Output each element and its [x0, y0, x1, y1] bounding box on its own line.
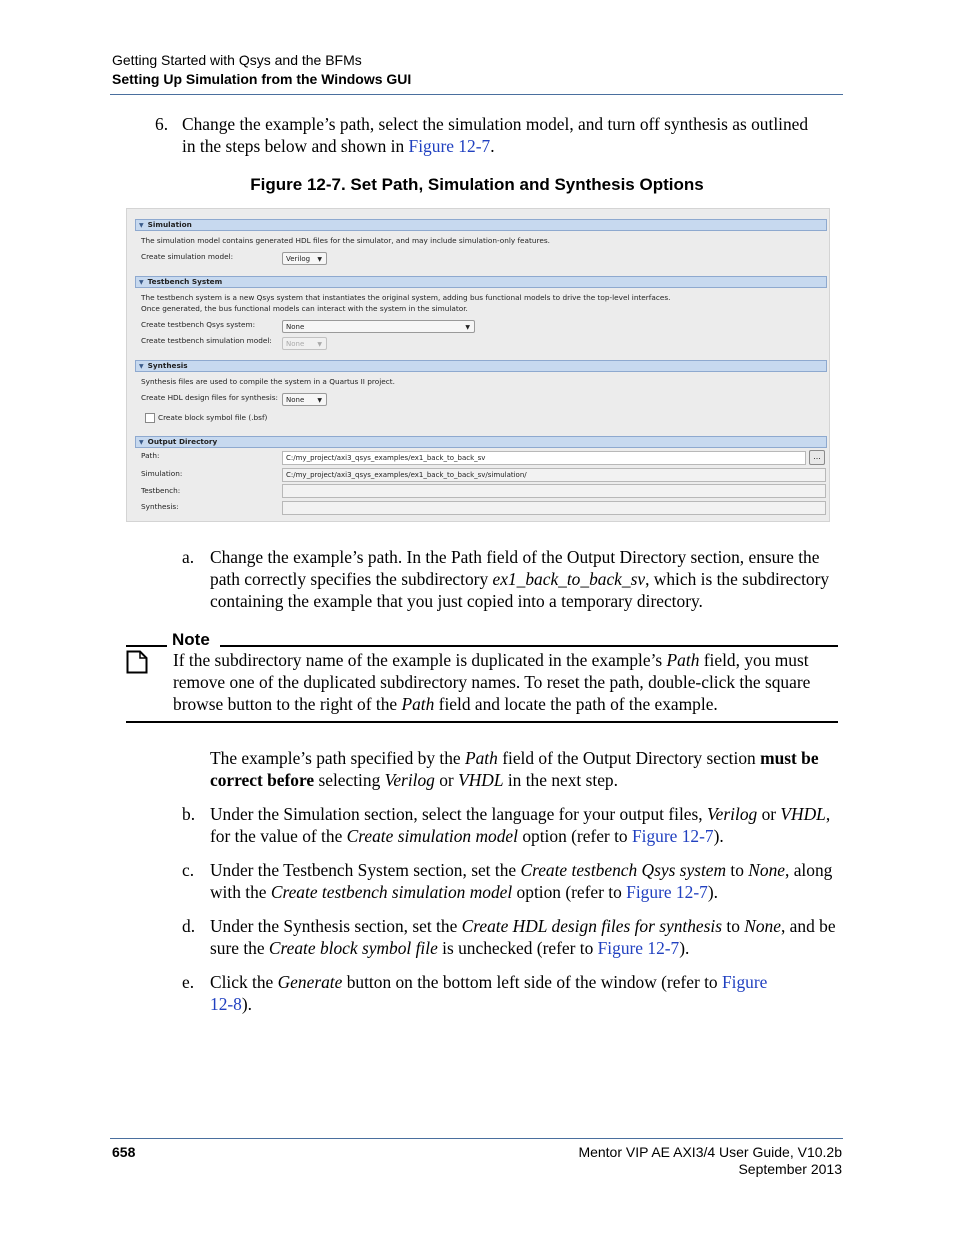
testbench-sim-model-dropdown[interactable]: None ▼: [282, 337, 327, 350]
sub-step-e-text: Click the Generate button on the bottom left side of the window (refer to Figure 12-8).: [210, 972, 768, 1014]
sub-step-c-text: Under the Testbench System section, set the Create testbench Qsys system to None, along with the Create testbench simulation model option (refer to Figure 12-7).: [210, 860, 833, 902]
options-screenshot: [126, 208, 830, 522]
synthesis-description: Synthesis files are used to compile the system in a Quartus II project.: [141, 377, 395, 386]
figure-12-7-link[interactable]: Figure 12-7: [408, 136, 491, 156]
sub-step-c: [182, 859, 842, 903]
footer-date: September 2013: [738, 1161, 842, 1177]
simulation-section-header[interactable]: ▼ Simulation: [135, 219, 827, 231]
figure-12-7-link[interactable]: Figure 12-7: [626, 882, 708, 902]
note-label: Note: [172, 630, 210, 649]
path-paragraph: The example’s path specified by the Path field of the Output Directory section must be correct before selecting Verilog or VHDL in the next step.: [210, 748, 819, 790]
sub-step-d-text: Under the Synthesis section, set the Create HDL design files for synthesis to None, and be sure the Create block symbol file is unchecked (refer to Figure 12-7).: [210, 916, 836, 958]
testbench-qsys-label: Create testbench Qsys system:: [141, 320, 256, 329]
collapse-triangle-icon: ▼: [139, 439, 144, 446]
collapse-triangle-icon: ▼: [139, 222, 144, 229]
block-symbol-label: Create block symbol file (.bsf): [158, 413, 268, 422]
note-rule-left: [126, 645, 167, 647]
path-input[interactable]: C:/my_project/axi3_qsys_examples/ex1_back_to_back_sv: [282, 451, 806, 465]
running-header-chapter: Getting Started with Qsys and the BFMs: [112, 52, 362, 68]
sub-step-b-text: Under the Simulation section, select the language for your output files, Verilog or VHDL, for the value of the Create simulation model option (refer to Figure 12-7).: [210, 804, 831, 846]
figure-12-7-link[interactable]: Figure 12-7: [597, 938, 680, 958]
simulation-path-label: Simulation:: [141, 469, 183, 478]
sub-step-e-label: e.: [182, 972, 195, 992]
footer-rule: [110, 1138, 843, 1139]
header-rule: [110, 94, 843, 95]
synthesis-hdl-dropdown[interactable]: None ▼: [282, 393, 327, 406]
testbench-sim-model-label: Create testbench simulation model:: [141, 336, 272, 345]
step-6-text: Change the example’s path, select the simulation model, and turn off synthesis as outlined in the steps below and shown in Figure 12-7.: [182, 114, 809, 156]
figure-12-8-link[interactable]: Figure 12-8: [210, 972, 768, 1014]
block-symbol-checkbox[interactable]: [145, 413, 155, 423]
sub-step-e: [182, 971, 842, 1015]
dropdown-arrow-icon: ▼: [317, 397, 322, 404]
note-rule-bottom: [126, 721, 838, 723]
sub-step-b-label: b.: [182, 804, 196, 824]
sub-step-b: [182, 803, 842, 847]
synthesis-section-header[interactable]: ▼ Synthesis: [135, 360, 827, 372]
synthesis-path-field: [282, 501, 826, 515]
simulation-model-label: Create simulation model:: [141, 252, 234, 261]
simulation-model-dropdown[interactable]: Verilog ▼: [282, 252, 327, 265]
dropdown-arrow-icon: ▼: [317, 256, 322, 263]
simulation-description: The simulation model contains generated HDL files for the simulator, and may include simulation-only features.: [141, 236, 550, 245]
page-number: 658: [112, 1144, 136, 1160]
synthesis-path-label: Synthesis:: [141, 502, 179, 511]
dropdown-arrow-icon: ▼: [465, 324, 470, 331]
simulation-path-field: C:/my_project/axi3_qsys_examples/ex1_back_to_back_sv/simulation/: [282, 468, 826, 482]
step-6-number: 6.: [155, 114, 169, 134]
browse-button[interactable]: ...: [809, 450, 825, 465]
testbench-description-2: Once generated, the bus functional models can interact with the system in the simulator.: [141, 304, 468, 313]
running-header-section: Setting Up Simulation from the Windows GUI: [112, 71, 412, 87]
figure-12-7-link[interactable]: Figure 12-7: [631, 826, 714, 846]
output-directory-section-header[interactable]: ▼ Output Directory: [135, 436, 827, 448]
synthesis-hdl-label: Create HDL design files for synthesis:: [141, 393, 278, 402]
dropdown-arrow-icon: ▼: [317, 341, 322, 348]
note-rule-right: [220, 645, 838, 647]
note-page-icon: [126, 650, 148, 674]
collapse-triangle-icon: ▼: [139, 363, 144, 370]
sub-step-d-label: d.: [182, 916, 196, 936]
testbench-section-header[interactable]: ▼ Testbench System: [135, 276, 827, 288]
testbench-qsys-dropdown[interactable]: None ▼: [282, 320, 475, 333]
sub-step-d: [182, 915, 842, 959]
note-text: If the subdirectory name of the example is duplicated in the example’s Path field, you must remove one of the duplicated subdirectory names. To reset the path, double-click the square browse button to the right of the Path field and locate the path of the example.: [173, 650, 811, 714]
sub-step-c-label: c.: [182, 860, 195, 880]
collapse-triangle-icon: ▼: [139, 279, 144, 286]
figure-caption: Figure 12-7. Set Path, Simulation and Synthesis Options: [250, 175, 704, 194]
footer-guide-title: Mentor VIP AE AXI3/4 User Guide, V10.2b: [578, 1144, 842, 1160]
testbench-description-1: The testbench system is a new Qsys system that instantiates the original system, adding bus functional models to drive the top-level interfaces.: [141, 293, 671, 302]
sub-step-a-label: a.: [182, 547, 195, 567]
sub-step-a: [182, 546, 842, 612]
testbench-path-label: Testbench:: [141, 486, 181, 495]
testbench-path-field: [282, 484, 826, 498]
sub-step-a-text: Change the example’s path. In the Path field of the Output Directory section, ensure the path correctly specifies the subdirectory ex1_back_to_back_sv, which is the subdirectory containing the example that you just copied into a temporary directory.: [210, 547, 830, 611]
path-label: Path:: [141, 451, 160, 460]
